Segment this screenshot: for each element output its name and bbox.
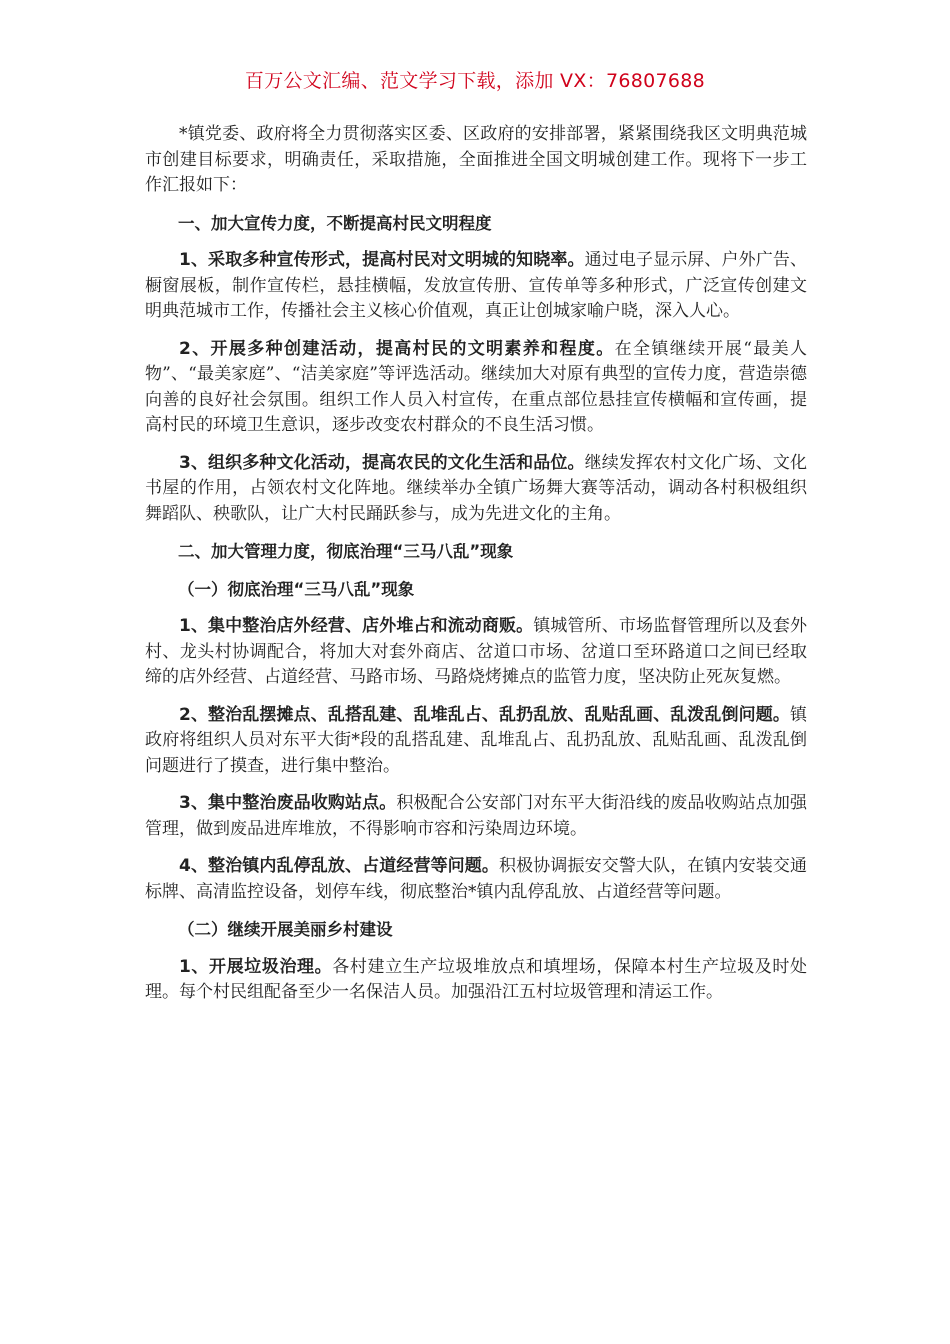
section-1-item-1 — [145, 248, 807, 325]
item-lead: 1、采取多种宣传形式，提高村民对文明城的知晓率。 — [179, 250, 585, 270]
section-2-sub-1-heading: （一）彻底治理“三马八乱”现象 — [178, 579, 415, 599]
item-body: 各村建立生产垃圾堆放点和填埋场，保障本村生产垃圾及时处理。每个村民组配备至少一名保洁人员。加强沿江五村垃圾管理和清运工作。 — [145, 956, 807, 1002]
section-2-sub-1-item-3 — [145, 791, 807, 842]
section-2-sub-2-heading: （二）继续开展美丽乡村建设 — [178, 920, 393, 939]
item-body: 通过电子显示屏、户外广告、橱窗展板，制作宣传栏，悬挂横幅，发放宣传册、宣传单等多种形式，广泛宣传创建文明典范城市工作，传播社会主义核心价值观，真正让创城家喻户晓，深入人心。 — [145, 250, 807, 321]
section-2-sub-1-item-2 — [145, 703, 807, 780]
section-2-sub-2-item-1 — [145, 955, 807, 1006]
section-1-item-2 — [145, 337, 807, 439]
promo-banner: 百万公文汇编、范文学习下载，添加 VX：76807688 — [244, 70, 706, 92]
intro-paragraph: *镇党委、政府将全力贯彻落实区委、区政府的安排部署，紧紧围绕我区文明典范城市创建目标要求，明确责任，采取措施，全面推进全国文明城创建工作。现将下一步工作汇报如下： — [145, 124, 807, 195]
section-2-heading: 二、加大管理力度，彻底治理“三马八乱”现象 — [178, 542, 514, 561]
item-body: 继续发挥农村文化广场、文化书屋的作用，占领农村文化阵地。继续举办全镇广场舞大赛等活动，调动各村积极组织舞蹈队、秧歌队，让广大村民踊跃参与，成为先进文化的主角。 — [145, 452, 807, 524]
item-lead: 3、组织多种文化活动，提高农民的文化生活和品位。 — [179, 452, 585, 473]
item-body: 镇城管所、市场监督管理所以及套外村、龙头村协调配合，将加大对套外商店、岔道口市场、岔道口至环路道口之间已经取缔的店外经营、占道经营、马路市场、马路烧烤摊点的监管力度，坚决防止死灰复燃。 — [145, 616, 808, 687]
document-body — [145, 122, 807, 1018]
item-body: 积极协调振安交警大队，在镇内安装交通标牌、高清监控设备，划停车线，彻底整治*镇内乱停乱放、占道经营等问题。 — [145, 856, 808, 902]
item-lead: 1、集中整治店外经营、店外堆占和流动商贩。 — [179, 616, 534, 636]
section-2-sub-1-item-1 — [145, 614, 807, 691]
section-1-heading: 一、加大宣传力度，不断提高村民文明程度 — [178, 213, 492, 233]
item-lead: 1、开展垃圾治理。 — [179, 956, 333, 977]
section-2-sub-1-item-4 — [145, 854, 807, 905]
item-lead: 2、开展多种创建活动，提高村民的文明素养和程度。 — [179, 338, 615, 359]
section-1-item-3 — [145, 451, 807, 528]
item-body: 积极配合公安部门对东平大街沿线的废品收购站点加强管理，做到废品进库堆放，不得影响市容和污染周边环境。 — [145, 793, 808, 839]
item-body: 在全镇继续开展“最美人物”、“最美家庭”、“洁美家庭”等评选活动。继续加大对原有典型的宣传力度，营造崇德向善的良好社会氛围。组织工作人员入村宣传，在重点部位悬挂宣传横幅和宣传画，提高村民的环境卫生意识，逐步改变农村群众的不良生活习惯。 — [145, 338, 807, 435]
item-lead: 3、集中整治废品收购站点。 — [179, 793, 397, 813]
item-body: 镇政府将组织人员对东平大街*段的乱搭乱建、乱堆乱占、乱扔乱放、乱贴乱画、乱泼乱倒问题进行了摸查，进行集中整治。 — [145, 704, 807, 776]
item-lead: 4、整治镇内乱停乱放、占道经营等问题。 — [179, 856, 500, 876]
item-lead: 2、整治乱摆摊点、乱搭乱建、乱堆乱占、乱扔乱放、乱贴乱画、乱泼乱倒问题。 — [179, 704, 790, 725]
